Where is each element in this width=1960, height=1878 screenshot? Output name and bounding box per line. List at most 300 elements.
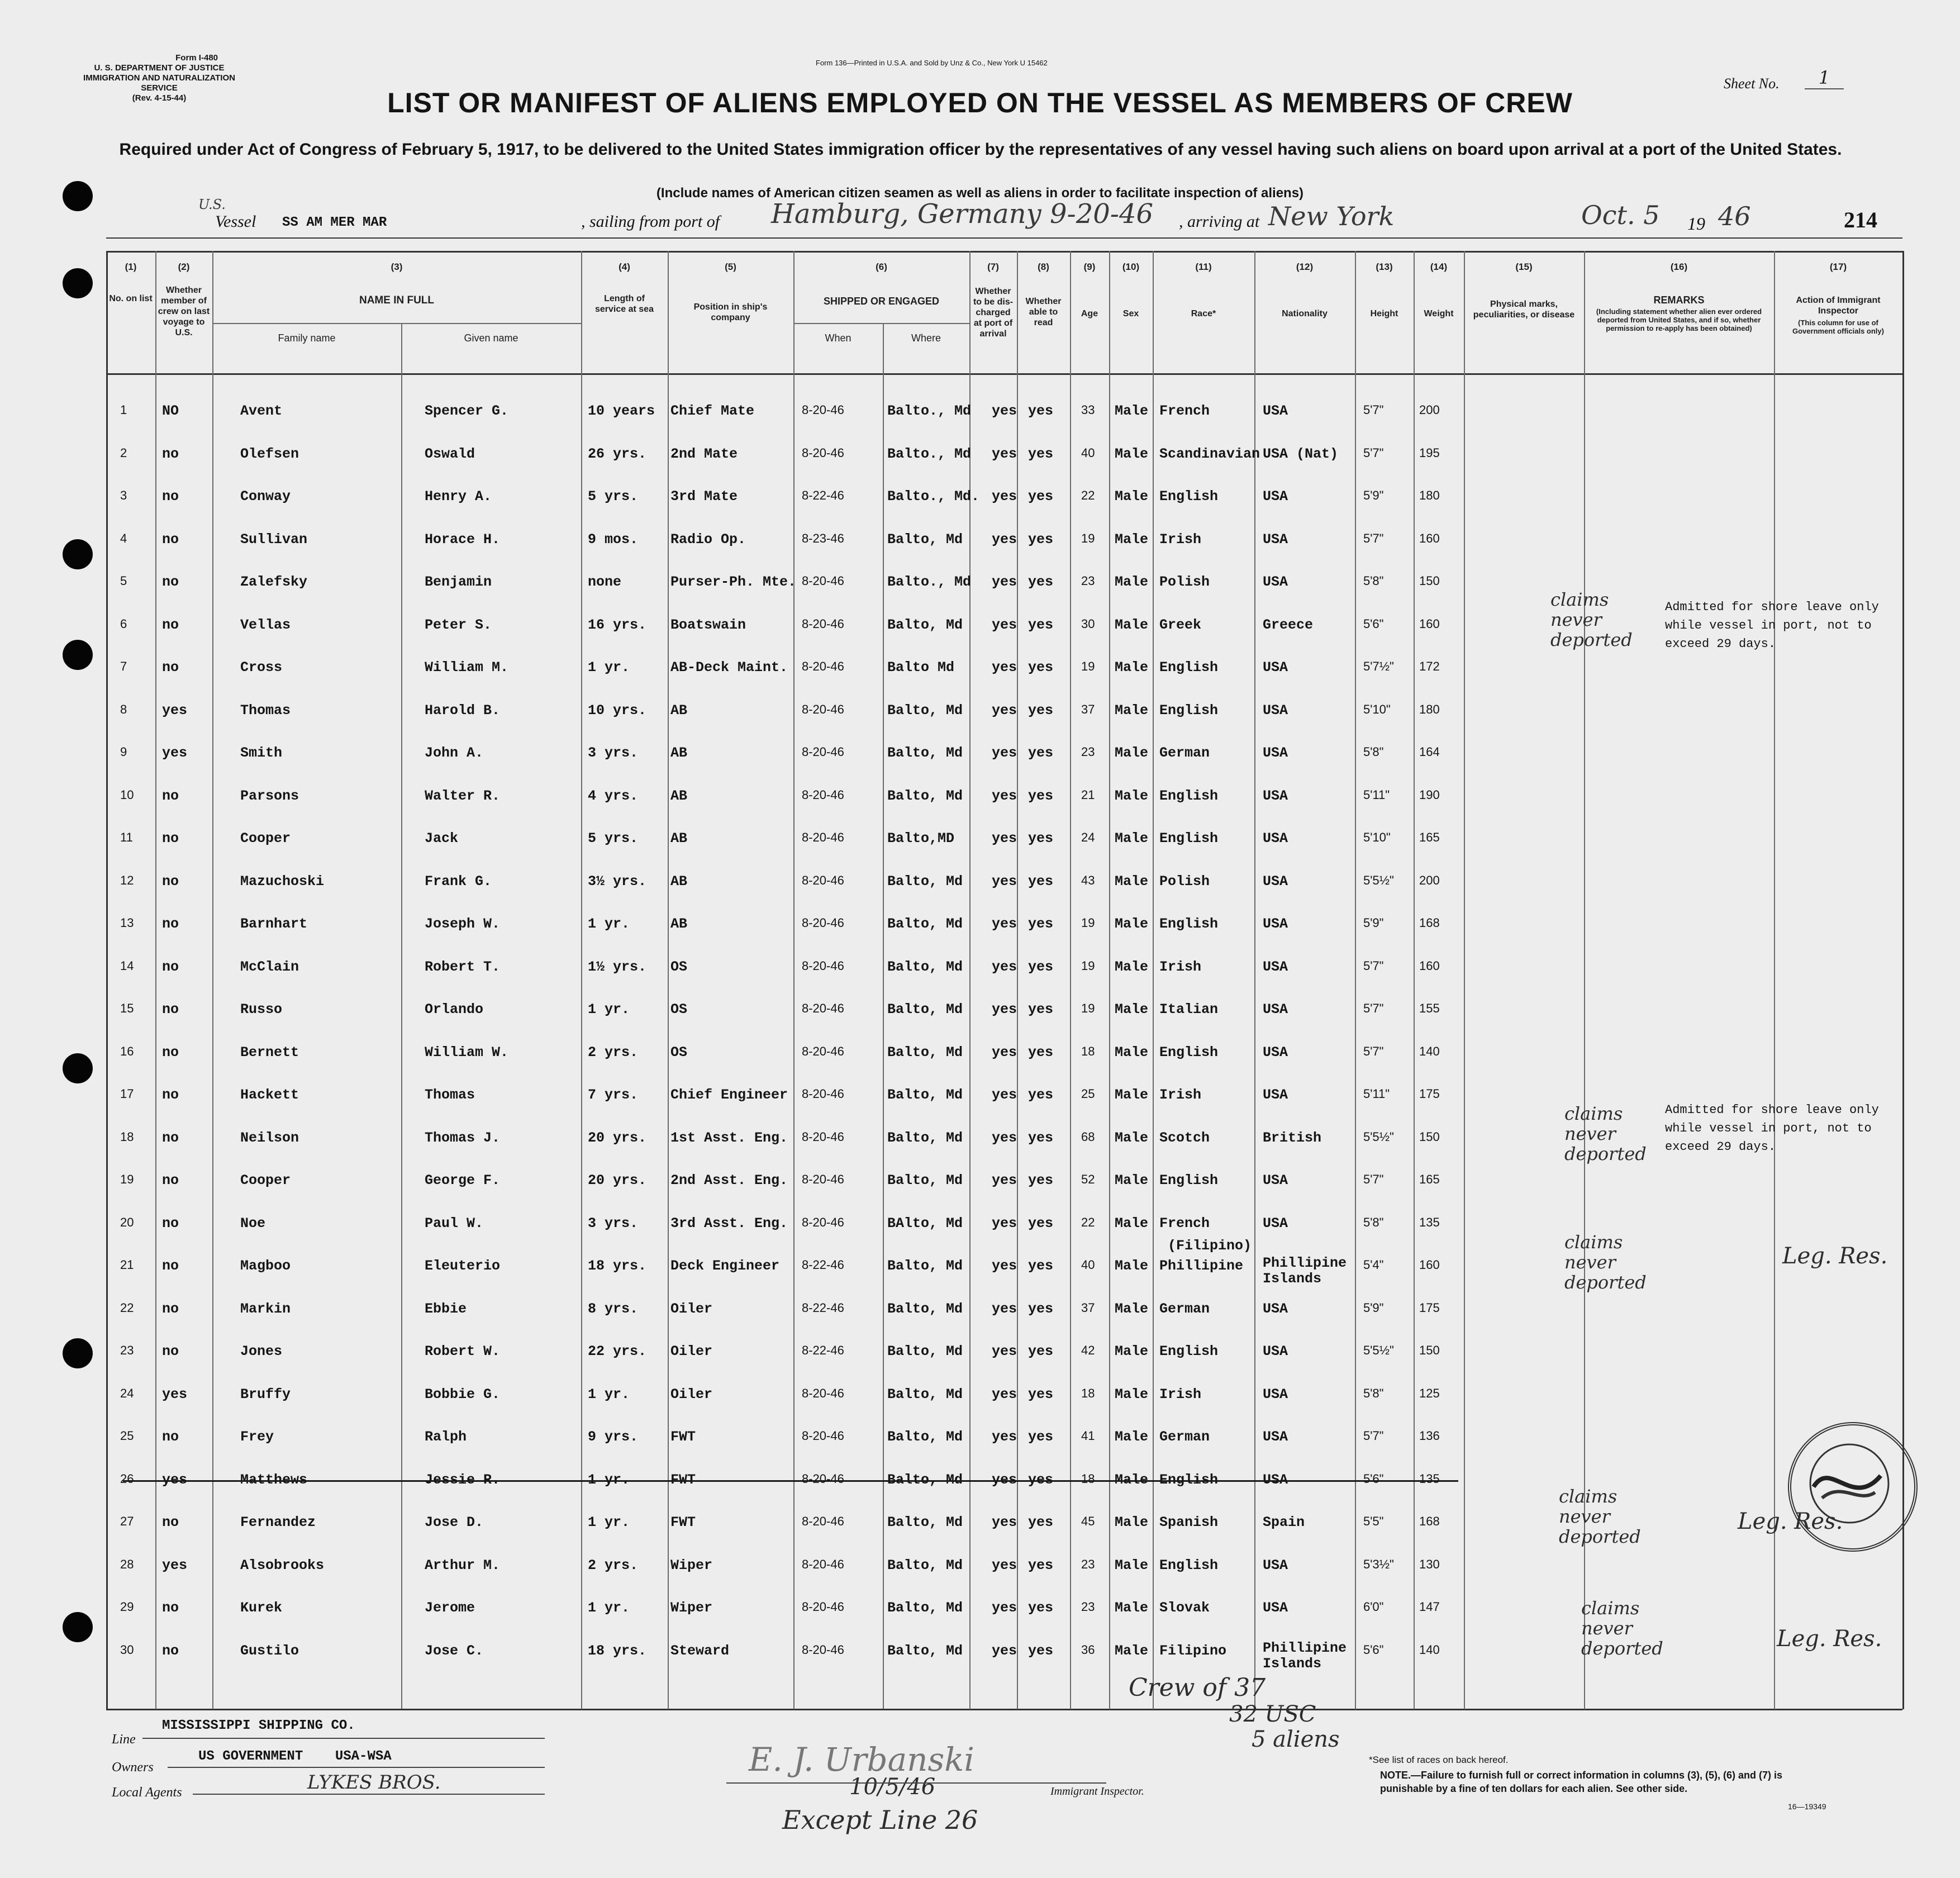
footer-note: NOTE.—Failure to furnish full or correct information in columns (3), (5), (6) and (7) is punishable by a fine of ten dollars for each alien. See other side. [1380,1770,1783,1794]
weight: 135 [1419,1215,1440,1229]
family-name: Alsobrooks [240,1557,325,1573]
sex: Male [1115,574,1149,590]
family-name: Thomas [240,702,291,719]
sex: Male [1115,1514,1149,1530]
shipped-when: 8-20-46 [802,403,844,417]
inspector-label: Immigrant Inspector. [1050,1785,1144,1798]
punch-hole [63,1338,93,1368]
discharged: yes [992,531,1017,548]
race: French [1159,1215,1210,1232]
shipped-when: 8-20-46 [802,659,844,673]
race: English [1159,1343,1219,1359]
last-voyage: NO [162,403,179,419]
able-to-read: yes [1028,574,1054,590]
position: Boatswain [670,616,746,633]
service-length: 2 yrs. [588,1044,639,1061]
header-bottom [106,373,1902,375]
age: 68 [1081,1129,1095,1144]
race: French [1159,403,1210,419]
race: Phillipine [1159,1258,1244,1274]
position: AB [670,787,688,804]
colhead-when: When [825,332,851,344]
col-rule [212,251,213,1709]
last-voyage: no [162,1044,179,1061]
footer-rule [142,1738,545,1739]
colnum-12: (12) [1296,262,1314,272]
shipped-when: 8-20-46 [802,1044,844,1058]
punch-hole [63,1053,93,1083]
form-service: IMMIGRATION AND NATURALIZATION SERVICE [83,73,235,93]
able-to-read: yes [1028,873,1054,890]
port-from: Hamburg, Germany 9-20-46 [771,198,1154,230]
discharged: yes [992,1258,1017,1274]
height: 5'7" [1363,403,1384,417]
nationality: USA [1263,1557,1288,1573]
col-rule [1017,251,1018,1709]
remarks-typed-2: Admitted for shore leave only while vessel in port, not to exceed 29 days. [1665,1103,1879,1154]
last-voyage: no [162,1129,179,1146]
punch-hole [63,539,93,569]
able-to-read: yes [1028,445,1054,462]
colnum-15: (15) [1515,262,1533,272]
service-length: 1 yr. [588,1386,630,1402]
action-hand-30: Leg. Res. [1777,1626,1882,1652]
position: Steward [670,1642,730,1659]
position: AB [670,873,688,890]
col-rule [883,323,884,1709]
last-voyage: no [162,1343,179,1359]
row-number: 21 [120,1258,134,1272]
sex: Male [1115,830,1149,847]
sex: Male [1115,488,1149,505]
height: 5'5½" [1363,1343,1394,1357]
last-voyage: no [162,1300,179,1317]
sex: Male [1115,1471,1149,1488]
family-name: Zalefsky [240,574,308,590]
position: AB [670,916,688,932]
able-to-read: yes [1028,1600,1054,1616]
family-name: Avent [240,403,283,419]
shipped-where: Balto Md [887,659,955,676]
position: Chief Mate [670,403,755,419]
position: 2nd Asst. Eng. [670,1172,788,1188]
sex: Male [1115,1044,1149,1061]
colhead-action: Action of Immigrant Inspector [1796,296,1881,316]
action-hand-21: Leg. Res. [1782,1243,1888,1269]
shipped-where: Balto, Md [887,1429,963,1445]
row-number: 10 [120,787,134,802]
weight: 168 [1419,916,1440,930]
height: 5'5" [1363,1514,1384,1528]
shipped-when: 8-20-46 [802,1600,844,1614]
owners-value: US GOVERNMENT USA-WSA [198,1749,392,1764]
discharged: yes [992,745,1017,761]
nationality: USA [1263,916,1288,932]
remarks-hand-21: claims never deported [1564,1232,1647,1293]
col-rule [155,251,156,1709]
subhead-rule [793,323,969,324]
shipped-when: 8-20-46 [802,873,844,887]
nationality: USA [1263,1172,1288,1188]
service-length: 1 yr. [588,1471,630,1488]
shipped-when: 8-23-46 [802,531,844,545]
position: OS [670,1001,688,1018]
service-length: 1 yr. [588,1001,630,1018]
shipped-where: Balto, Md [887,916,963,932]
sex: Male [1115,1642,1149,1659]
col-rule [969,251,971,1709]
sex: Male [1115,659,1149,676]
position: FWT [670,1471,696,1488]
given-name: John A. [425,745,484,761]
race: English [1159,787,1219,804]
age: 23 [1081,574,1095,588]
race-note: (Filipino) [1168,1238,1252,1254]
age: 18 [1081,1386,1095,1400]
year-prefix: 19 [1687,213,1705,234]
able-to-read: yes [1028,1429,1054,1445]
able-to-read: yes [1028,1471,1054,1488]
sex: Male [1115,1172,1149,1188]
shipped-when: 8-20-46 [802,1087,844,1101]
shipped-when: 8-20-46 [802,1386,844,1400]
family-name: Conway [240,488,291,505]
row-number: 11 [120,830,133,844]
able-to-read: yes [1028,1514,1054,1530]
row-number: 28 [120,1557,134,1571]
shipped-when: 8-22-46 [802,1343,844,1357]
colhead-sex: Sex [1122,309,1139,318]
age: 43 [1081,873,1095,887]
colnum-11: (11) [1195,262,1212,272]
family-name: Hackett [240,1087,299,1103]
nationality: Phillipine Islands [1263,1639,1347,1672]
col-rule [1254,251,1255,1709]
nationality: USA [1263,1600,1288,1616]
colhead-weight: Weight [1424,309,1454,318]
last-voyage: no [162,1600,179,1616]
discharged: yes [992,1087,1017,1103]
colhead-name: NAME IN FULL [359,294,435,306]
colhead-height: Height [1370,309,1398,318]
weight: 135 [1419,1471,1440,1486]
arrival-date: Oct. 5 [1581,200,1660,230]
shipped-where: Balto, Md [887,1300,963,1317]
col-rule [668,251,669,1709]
remarks-hand-30: claims never deported [1581,1598,1663,1659]
able-to-read: yes [1028,787,1054,804]
position: FWT [670,1429,696,1445]
position: Wiper [670,1600,713,1616]
family-name: Smith [240,745,283,761]
weight: 180 [1419,488,1440,502]
shipped-where: BAlto, Md [887,1215,963,1232]
sex: Male [1115,531,1149,548]
last-voyage: yes [162,702,188,719]
discharged: yes [992,1001,1017,1018]
colnum-7: (7) [987,262,999,272]
arriving-label: , arriving at [1179,212,1260,231]
family-name: Cooper [240,830,291,847]
shipped-where: Balto., Md [887,403,972,419]
shipped-when: 8-20-46 [802,958,844,973]
colhead-age: Age [1081,309,1098,318]
race: English [1159,916,1219,932]
service-length: 5 yrs. [588,830,639,847]
family-name: Magboo [240,1258,291,1274]
race: English [1159,1557,1219,1573]
age: 23 [1081,745,1095,759]
service-length: 9 yrs. [588,1429,639,1445]
colhead-action-note: (This column for use of Government officials only) [1792,318,1884,335]
given-name: William W. [425,1044,509,1061]
shipped-when: 8-20-46 [802,616,844,631]
race: Polish [1159,873,1210,890]
row-number: 6 [120,616,127,631]
form-code: 16—19349 [1788,1802,1826,1811]
last-voyage: no [162,616,179,633]
row-number: 12 [120,873,134,887]
shipped-when: 8-20-46 [802,787,844,802]
height: 5'5½" [1363,873,1394,887]
able-to-read: yes [1028,1258,1054,1274]
action-hand-27: Leg. Res. [1738,1509,1843,1534]
race: German [1159,745,1210,761]
discharged: yes [992,702,1017,719]
age: 41 [1081,1429,1095,1443]
form-include-note: (Include names of American citizen seamen as well as aliens in order to facilitate inspection of aliens) [656,186,1304,201]
discharged: yes [992,1172,1017,1188]
age: 24 [1081,830,1095,844]
race: English [1159,659,1219,676]
given-name: Joseph W. [425,916,501,932]
row-number: 14 [120,958,134,973]
colhead-family: Family name [278,332,336,344]
service-length: 2 yrs. [588,1557,639,1573]
age: 18 [1081,1471,1095,1486]
colhead-race: Race* [1191,309,1216,318]
service-length: 3½ yrs. [588,873,647,890]
colhead-last-voyage: Whether member of crew on last voyage to U.S. [158,286,210,337]
height: 5'10" [1363,702,1391,716]
form-number: Form I-480 [175,53,218,63]
discharged: yes [992,958,1017,975]
service-length: 18 yrs. [588,1642,647,1659]
shipped-where: Balto, Md [887,702,963,719]
height: 5'9" [1363,488,1384,502]
row-number: 18 [120,1129,134,1144]
discharged: yes [992,445,1017,462]
shipped-when: 8-20-46 [802,702,844,716]
service-length: 5 yrs. [588,488,639,505]
position: 2nd Mate [670,445,738,462]
nationality: USA [1263,574,1288,590]
family-name: Fernandez [240,1514,316,1530]
nationality: USA [1263,403,1288,419]
inspector-date: 10/5/46 [849,1774,936,1800]
row-number: 2 [120,445,127,460]
last-voyage: no [162,659,179,676]
footer-rule [168,1767,545,1768]
service-length: none [588,574,622,590]
shipped-where: Balto, Md [887,1471,963,1488]
discharged: yes [992,873,1017,890]
row-number: 19 [120,1172,134,1186]
discharged: yes [992,1557,1017,1573]
discharged: yes [992,1343,1017,1359]
position: AB-Deck Maint. [670,659,788,676]
age: 30 [1081,616,1095,631]
colhead-position: Position in ship's company [693,302,768,322]
last-voyage: yes [162,1471,188,1488]
shipped-when: 8-20-46 [802,830,844,844]
colhead-physical: Physical marks, peculiarities, or disease [1473,299,1575,320]
height: 5'6" [1363,1642,1384,1657]
colnum-14: (14) [1430,262,1448,272]
row-number: 3 [120,488,127,502]
col-rule [401,323,402,1709]
race: Polish [1159,574,1210,590]
sheet-number: 1 [1805,67,1844,89]
row-number: 27 [120,1514,134,1528]
colnum-16: (16) [1670,262,1688,272]
discharged: yes [992,1044,1017,1061]
weight: 150 [1419,574,1440,588]
able-to-read: yes [1028,1557,1054,1573]
nationality: USA [1263,1001,1288,1018]
given-name: Jose D. [425,1514,484,1530]
race: Irish [1159,531,1202,548]
position: Chief Engineer [670,1087,788,1103]
colnum-8: (8) [1038,262,1049,272]
discharged: yes [992,1215,1017,1232]
row-number: 9 [120,745,127,759]
given-name: Jessie R. [425,1471,501,1488]
shipped-where: Balto, Md [887,1343,963,1359]
shipped-where: Balto,MD [887,830,955,847]
height: 5'9" [1363,1300,1384,1315]
colhead-given: Given name [464,332,518,344]
sex: Male [1115,1343,1149,1359]
race: English [1159,488,1219,505]
row-number: 29 [120,1600,134,1614]
sheet-label: Sheet No. [1724,75,1780,92]
row-number: 8 [120,702,127,716]
shipped-when: 8-20-46 [802,1429,844,1443]
position: Radio Op. [670,531,746,548]
able-to-read: yes [1028,488,1054,505]
height: 5'6" [1363,1471,1384,1486]
able-to-read: yes [1028,958,1054,975]
shipped-when: 8-20-46 [802,1215,844,1229]
punch-hole [63,640,93,670]
discharged: yes [992,1600,1017,1616]
race: English [1159,1471,1219,1488]
stamp-mark [1791,1425,1907,1542]
sex: Male [1115,873,1149,890]
row-number: 17 [120,1087,134,1101]
sex: Male [1115,1300,1149,1317]
nationality: USA [1263,745,1288,761]
shipped-when: 8-20-46 [802,445,844,460]
able-to-read: yes [1028,1386,1054,1402]
sex: Male [1115,403,1149,419]
given-name: Benjamin [425,574,492,590]
service-length: 22 yrs. [588,1343,647,1359]
age: 19 [1081,916,1095,930]
nationality: USA [1263,1343,1288,1359]
family-name: Vellas [240,616,291,633]
race: English [1159,1044,1219,1061]
strike-through-line [123,1480,1458,1482]
family-name: Parsons [240,787,299,804]
colhead-remarks: REMARKS [1653,294,1705,306]
weight: 155 [1419,1001,1440,1015]
discharged: yes [992,787,1017,804]
weight: 140 [1419,1642,1440,1657]
shipped-where: Balto, Md [887,787,963,804]
punch-hole [63,1612,93,1642]
nationality: USA [1263,659,1288,676]
discharged: yes [992,1642,1017,1659]
service-length: 16 yrs. [588,616,647,633]
col-rule [581,251,582,1709]
colnum-1: (1) [125,262,137,272]
race: Slovak [1159,1600,1210,1616]
service-length: 1 yr. [588,659,630,676]
family-name: Barnhart [240,916,308,932]
position: Deck Engineer [670,1258,780,1274]
colnum-10: (10) [1122,262,1140,272]
colnum-13: (13) [1376,262,1393,272]
age: 45 [1081,1514,1095,1528]
vessel-underline [106,237,1902,239]
race: Italian [1159,1001,1219,1018]
line-value: MISSISSIPPI SHIPPING CO. [162,1718,355,1733]
height: 5'3½" [1363,1557,1394,1571]
inspector-signature: E. J. Urbanski [749,1741,974,1779]
sex: Male [1115,1600,1149,1616]
shipped-where: Balto., Md. [887,488,980,505]
given-name: Orlando [425,1001,484,1018]
able-to-read: yes [1028,1172,1054,1188]
service-length: 3 yrs. [588,1215,639,1232]
age: 21 [1081,787,1095,802]
family-name: Noe [240,1215,266,1232]
remarks-hand-18: claims never deported [1564,1103,1647,1164]
given-name: Walter R. [425,787,501,804]
able-to-read: yes [1028,1642,1054,1659]
position: Wiper [670,1557,713,1573]
shipped-when: 8-20-46 [802,1172,844,1186]
colnum-9: (9) [1083,262,1096,272]
able-to-read: yes [1028,1001,1054,1018]
owners-label: Owners [112,1760,154,1775]
able-to-read: yes [1028,1343,1054,1359]
last-voyage: yes [162,745,188,761]
height: 5'10" [1363,830,1391,844]
age: 19 [1081,531,1095,545]
height: 5'11" [1363,787,1390,802]
position: 3rd Mate [670,488,738,505]
sex: Male [1115,616,1149,633]
family-name: Mazuchoski [240,873,325,890]
row-number: 4 [120,531,127,545]
given-name: Spencer G. [425,403,509,419]
year: 46 [1718,201,1751,231]
sex: Male [1115,1087,1149,1103]
shipped-when: 8-22-46 [802,1300,844,1315]
